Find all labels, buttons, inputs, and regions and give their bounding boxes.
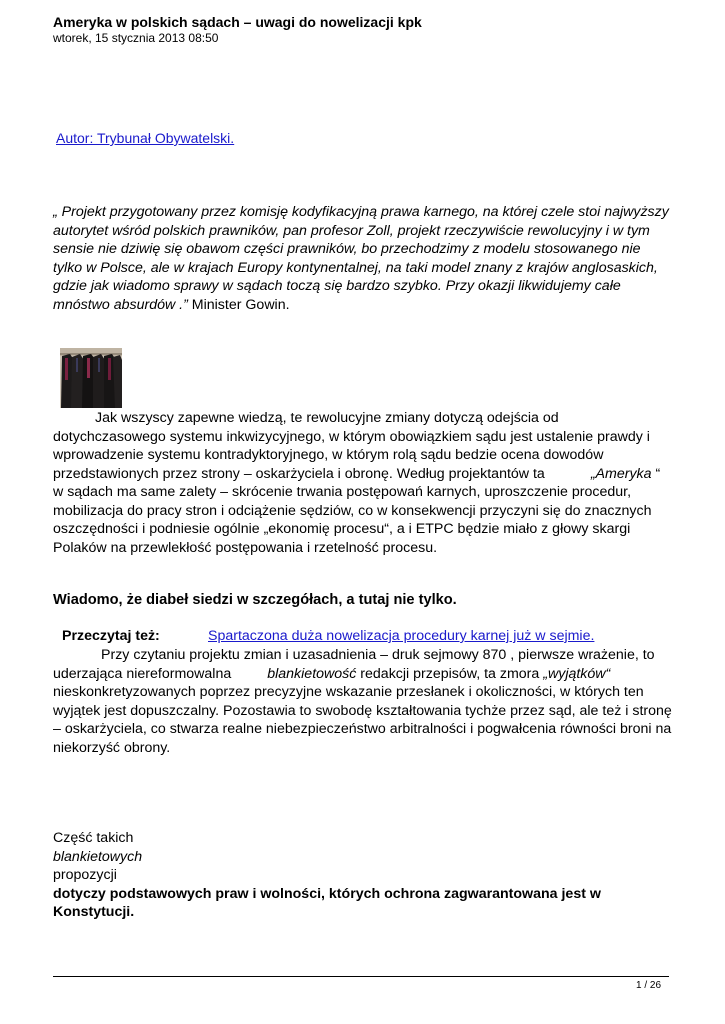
read-also-label: Przeczytaj też: <box>62 628 160 644</box>
read-also-link[interactable]: Spartaczona duża nowelizacja procedury karnej już w sejmie. <box>208 628 595 644</box>
closing-bold-text: dotyczy podstawowych praw i wolności, których ochrona zagwarantowana jest w Konstytucji. <box>53 885 601 920</box>
closing-line-2: blankietowych <box>53 848 143 865</box>
paragraph2-mid: redakcji przepisów, ta zmora <box>356 665 544 682</box>
paragraph2-italic1: blankietowość <box>267 665 357 682</box>
paragraph1-start: Jak wszyscy zapewne wiedzą, te rewolucyjne zmiany dotyczą odejścia od dotychczasowego systemu inkwizycyjnego, w którym obowiązkiem sądu jest ustalenie prawdy i wprowadzenie systemu kontradyktoryjnego, w którym rolą sądu bedzie ocena dowodów przedstawionych przez strony – oskarżyciela i obronę. Według projektantów ta <box>53 410 650 482</box>
paragraph2-end: nieskonkretyzowanych poprzez precyzyjne wskazanie przesłanek i okoliczności, w których ten wyjątek jest dopuszczalny. Pozostawia to swobodę kształtowania tychże przez sąd, ale też i stronę – oskarżyciela, co stwarza realne niebezpieczeństwo arbitralności i pogwałcenia równości broni na niekorzyść obrony. <box>53 684 672 756</box>
closing-line-1: Część takich <box>53 830 134 846</box>
intro-paragraph <box>53 409 673 557</box>
closing-line-3: propozycji <box>53 867 117 883</box>
document-title: Ameryka w polskich sądach – uwagi do nowelizacji kpk <box>53 14 422 30</box>
section-heading: Wiadomo, że diabeł siedzi w szczegółach, a tutaj nie tylko. <box>53 592 457 608</box>
minister-quote <box>53 203 673 314</box>
document-date: wtorek, 15 stycznia 2013 08:50 <box>53 31 219 45</box>
quote-text: „ Projekt przygotowany przez komisję kodyfikacyjną prawa karnego, na której czele stoi najwyższy autorytet wśród polskich prawników, pan profesor Zoll, projekt rzeczywiście rewolucyjny i w tym sensie nie dziwię się obawom części prawników, bo przechodzimy z modelu stosowanego nie tylko w Polsce, ale w krajach Europy kontynentalnej, na taki model znany z krajów anglosaskich, gdzie jak wiadomo sprawy w sądach toczą się bardzo szybko. Przy okazji likwidujemy całe mnóstwo absurdów <box>53 204 669 313</box>
quote-close: .” <box>175 296 188 313</box>
paragraph1-end: “ w sądach ma same zalety – skrócenie trwania postępowań karnych, uproszczenie procedur, mobilizacja do pracy stron i odciążenie sędziów, co w konsekwencji przyczyni się do znacznych oszczędności i podniesie ogólnie „ekonomię procesu“, a i ETPC będzie miało z głowy skargi Polaków na przewlekłość postępowania i rzetelność procesu. <box>53 465 661 556</box>
footer-divider <box>53 976 669 977</box>
closing-paragraph <box>53 829 673 922</box>
author-link[interactable]: Autor: Trybunał Obywatelski. <box>56 130 235 146</box>
quote-attribution: Minister Gowin. <box>187 296 290 313</box>
page-number: 1 / 26 <box>636 980 662 991</box>
paragraph1-italic: „Ameryka <box>590 465 652 482</box>
toga-robes-photo <box>60 348 122 408</box>
paragraph2-start: Przy czytaniu projektu zmian i uzasadnienia – druk sejmowy 870 , pierwsze wrażenie, to uderzająca niereformowalna <box>53 647 655 682</box>
robes-illustration <box>60 348 122 408</box>
paragraph2-italic2: „wyjątków“ <box>543 665 611 682</box>
analysis-paragraph <box>53 646 673 757</box>
